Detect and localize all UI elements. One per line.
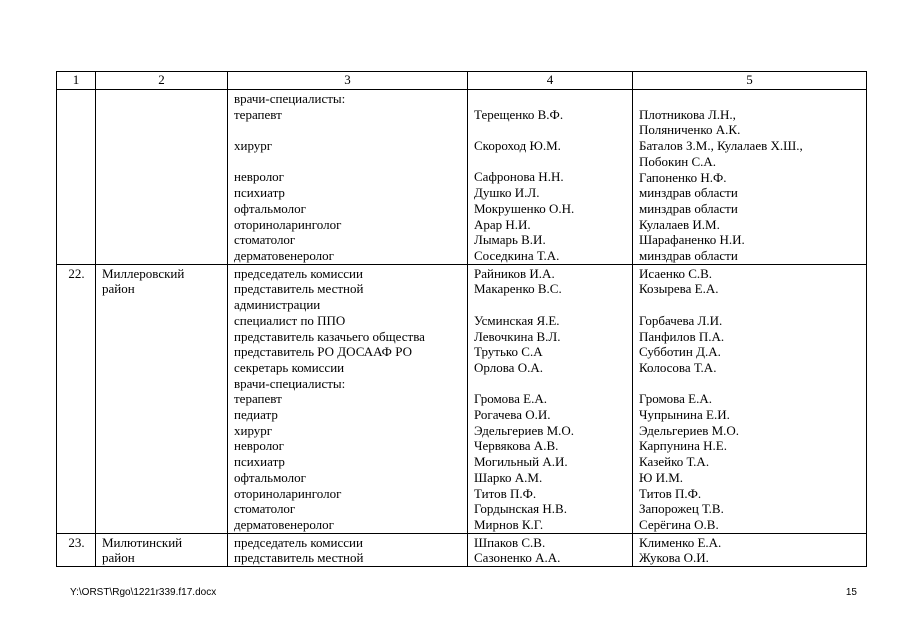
member-line: Мокрушенко О.Н. <box>474 200 575 216</box>
reserve-line: Казейко Т.А. <box>639 454 710 470</box>
row-number: 22. <box>68 265 85 281</box>
member-line <box>474 91 627 107</box>
member-line: Шарко А.М. <box>474 469 543 485</box>
role-line: администрации <box>234 297 321 313</box>
member-line: Орлова О.А. <box>474 359 543 375</box>
header-col-5: 5 <box>633 72 867 90</box>
reserve-cell <box>633 533 867 566</box>
member-line: Макаренко В.С. <box>474 281 562 297</box>
role-line: секретарь комиссии <box>234 359 345 375</box>
member-cell <box>468 533 633 566</box>
reserve-line: Титов П.Ф. <box>639 485 702 501</box>
district-name-line: Милютинский <box>102 534 183 550</box>
role-line: психиатр <box>234 454 285 470</box>
member-line: Гордынская Н.В. <box>474 501 567 517</box>
table-row <box>57 264 867 533</box>
reserve-line: Шарафаненко Н.И. <box>639 232 745 248</box>
role-line: дерматовенеролог <box>234 516 334 532</box>
reserve-line: Гапоненко Н.Ф. <box>639 169 727 185</box>
row-number: 23. <box>68 534 85 550</box>
member-line: Лымарь В.И. <box>474 232 546 248</box>
table-row <box>57 533 867 566</box>
district-cell <box>96 264 228 533</box>
reserve-line: минздрав области <box>639 185 738 201</box>
member-line: Терещенко В.Ф. <box>474 106 564 122</box>
district-cell <box>96 90 228 265</box>
member-line: Шпаков С.В. <box>474 534 546 550</box>
role-line: председатель комиссии <box>234 534 363 550</box>
role-line <box>234 154 462 170</box>
reserve-cell <box>633 264 867 533</box>
reserve-line: Плотникова Л.Н., <box>639 106 736 122</box>
role-line: хирург <box>234 422 273 438</box>
reserve-line: Субботин Д.А. <box>639 344 721 360</box>
member-line: Рогачева О.И. <box>474 407 551 423</box>
member-line: Усминская Я.Е. <box>474 312 560 328</box>
member-line: Арар Н.И. <box>474 216 531 232</box>
district-name-line: Миллеровский <box>102 265 185 281</box>
reserve-line: Панфилов П.А. <box>639 328 725 344</box>
role-line: офтальмолог <box>234 469 306 485</box>
role-line: невролог <box>234 438 285 454</box>
footer-filename: Y:\ORST\Rgo\1221r339.f17.docx <box>70 587 217 598</box>
table-header <box>57 72 867 90</box>
reserve-line: Карпунина Н.Е. <box>639 438 727 454</box>
member-line: Эдельгериев М.О. <box>474 422 575 438</box>
role-line: представитель казачьего общества <box>234 328 425 344</box>
member-line: Сазоненко А.А. <box>474 550 561 566</box>
member-cell <box>468 90 633 265</box>
role-cell <box>228 90 468 265</box>
reserve-line: Колосова Т.А. <box>639 359 717 375</box>
reserve-line: Запорожец Т.В. <box>639 501 724 517</box>
district-name-line: район <box>102 281 135 297</box>
member-line <box>474 122 627 138</box>
reserve-line: Кулалаев И.М. <box>639 216 720 232</box>
reserve-line: Горбачева Л.И. <box>639 312 723 328</box>
table-body <box>57 90 867 567</box>
member-line: Левочкина В.Л. <box>474 328 561 344</box>
reserve-cell <box>633 90 867 265</box>
role-line: представитель РО ДОСААФ РО <box>234 344 412 360</box>
role-line: представитель местной <box>234 550 364 566</box>
district-name-line: район <box>102 550 135 566</box>
member-line <box>474 297 627 313</box>
reserve-line: Побокин С.А. <box>639 153 717 169</box>
role-line: оториноларинголог <box>234 485 342 501</box>
role-line: председатель комиссии <box>234 265 363 281</box>
header-col-2: 2 <box>96 72 228 90</box>
member-line: Титов П.Ф. <box>474 485 537 501</box>
role-line: психиатр <box>234 185 285 201</box>
role-cell <box>228 533 468 566</box>
role-cell <box>228 264 468 533</box>
role-line: терапевт <box>234 106 282 122</box>
reserve-line: Ю И.М. <box>639 469 684 485</box>
header-col-3: 3 <box>228 72 468 90</box>
member-line <box>474 154 627 170</box>
row-number-cell <box>57 90 96 265</box>
member-line: Мирнов К.Г. <box>474 516 544 532</box>
reserve-line <box>639 376 861 392</box>
reserve-line: минздрав области <box>639 200 738 216</box>
role-line: представитель местной <box>234 281 364 297</box>
role-line: оториноларинголог <box>234 216 342 232</box>
member-line: Райников И.А. <box>474 265 555 281</box>
reserve-line: минздрав области <box>639 248 738 264</box>
member-line: Скороход Ю.М. <box>474 138 561 154</box>
table-row <box>57 90 867 265</box>
reserve-line: Громова Е.А. <box>639 391 712 407</box>
reserve-line <box>639 91 861 107</box>
role-line: дерматовенеролог <box>234 248 334 263</box>
member-line: Трутько С.А <box>474 344 543 360</box>
role-line: стоматолог <box>234 501 296 517</box>
role-line: офтальмолог <box>234 200 306 216</box>
member-line: Громова Е.А. <box>474 391 547 407</box>
header-col-4: 4 <box>468 72 633 90</box>
member-line <box>474 376 627 392</box>
reserve-line: Козырева Е.А. <box>639 281 719 297</box>
role-line: невролог <box>234 169 285 185</box>
member-line: Могильный А.И. <box>474 454 568 470</box>
reserve-line: Эдельгериев М.О. <box>639 422 740 438</box>
member-line: Червякова А.В. <box>474 438 559 454</box>
row-number <box>63 91 90 107</box>
reserve-line: Исаенко С.В. <box>639 265 713 281</box>
role-line: хирург <box>234 138 273 154</box>
role-line: стоматолог <box>234 232 296 248</box>
role-line: терапевт <box>234 391 282 407</box>
member-line: Сафронова Н.Н. <box>474 169 564 185</box>
commission-table <box>56 71 867 567</box>
reserve-line <box>639 297 861 313</box>
reserve-line: Клименко Е.А. <box>639 534 722 550</box>
header-col-1: 1 <box>57 72 96 90</box>
reserve-line: Баталов З.М., Кулалаев Х.Ш., <box>639 138 803 154</box>
role-line: врачи-специалисты: <box>234 375 346 391</box>
reserve-line: Серёгина О.В. <box>639 516 719 532</box>
reserve-line: Поляниченко А.К. <box>639 122 741 138</box>
footer-page-number: 15 <box>845 587 857 598</box>
district-cell <box>96 533 228 566</box>
reserve-line: Чупрынина Е.И. <box>639 407 730 423</box>
member-line: Душко И.Л. <box>474 185 540 201</box>
member-line: Соседкина Т.А. <box>474 247 560 263</box>
role-line: врачи-специалисты: <box>234 91 346 106</box>
row-number-cell <box>57 533 96 566</box>
role-line <box>234 122 462 138</box>
header-row <box>57 72 867 90</box>
role-line: специалист по ППО <box>234 312 346 328</box>
row-number-cell <box>57 264 96 533</box>
role-line: педиатр <box>234 407 278 423</box>
reserve-line: Жукова О.И. <box>639 550 709 566</box>
member-cell <box>468 264 633 533</box>
